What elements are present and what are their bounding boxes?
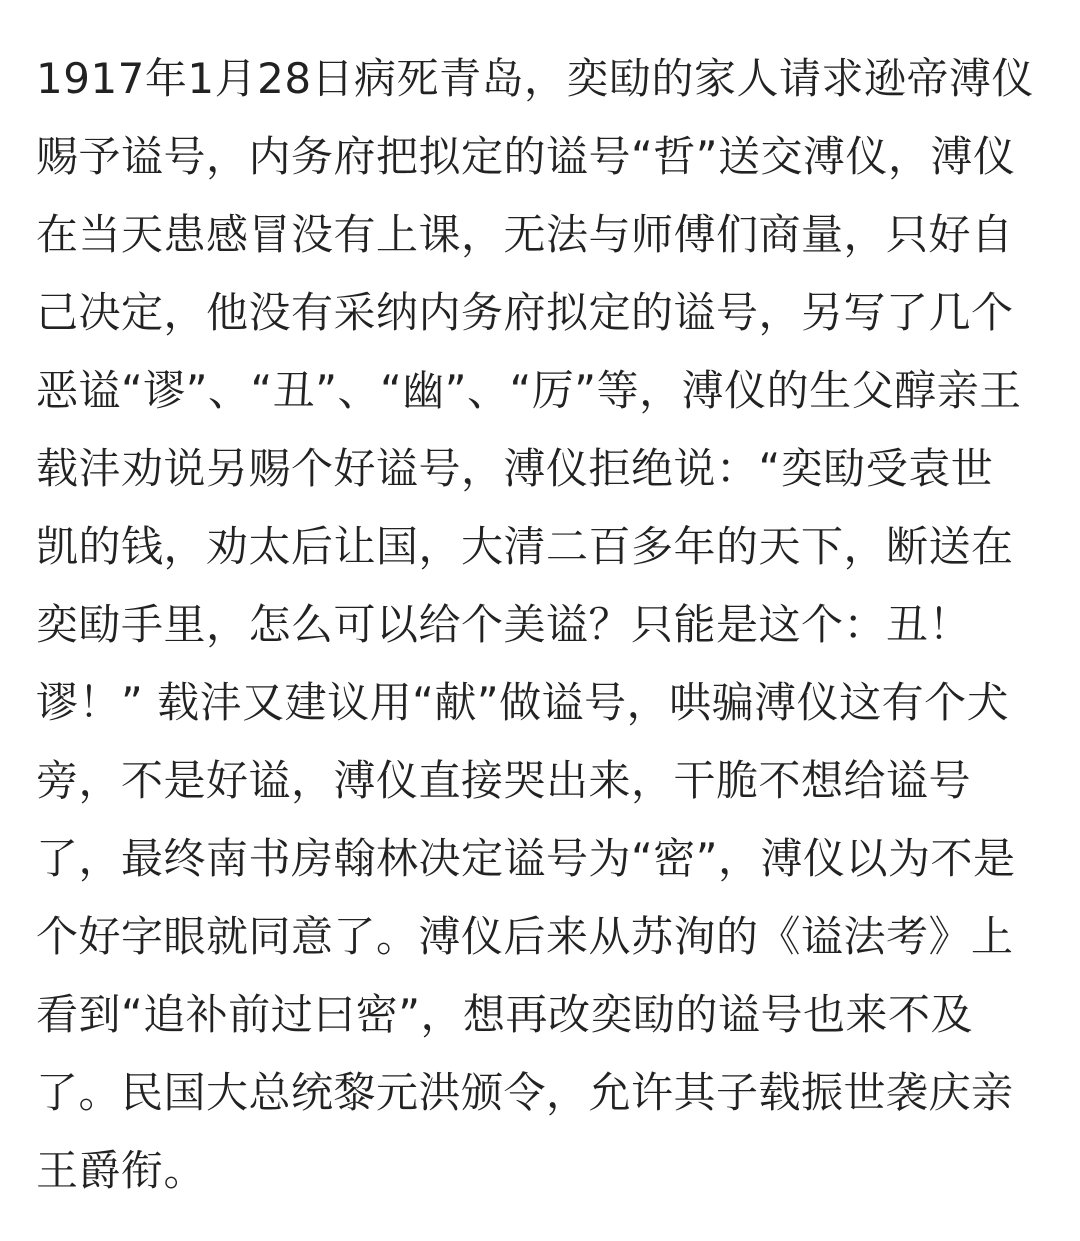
text-line: 王爵衔。 [36, 1146, 207, 1195]
text-line: 谬！” 载沣又建议用“献”做谥号，哄骗溥仪这有个犬 [36, 678, 1010, 727]
text-line: 凯的钱，劝太后让国，大清二百多年的天下，断送在 [36, 522, 1014, 571]
text-line: 了，最终南书房翰林决定谥号为“密”，溥仪以为不是 [36, 834, 1016, 883]
text-line: 1917年1月28日病死青岛，奕劻的家人请求逊帝溥仪 [36, 54, 1035, 103]
text-line: 个好字眼就同意了。溥仪后来从苏洵的《谥法考》上 [36, 912, 1014, 961]
text-line: 己决定，他没有采纳内务府拟定的谥号，另写了几个 [36, 288, 1014, 337]
text-line: 旁，不是好谥，溥仪直接哭出来，干脆不想给谥号 [36, 756, 972, 805]
text-line: 恶谥“谬”、“丑”、“幽”、“厉”等，溥仪的生父醇亲王 [36, 366, 1022, 415]
text-line: 赐予谥号，内务府把拟定的谥号“哲”送交溥仪，溥仪 [36, 132, 1016, 181]
article-text [36, 40, 1046, 1210]
text-line: 在当天患感冒没有上课，无法与师傅们商量，只好自 [36, 210, 1014, 259]
text-line: 看到“追补前过曰密”，想再改奕劻的谥号也来不及 [36, 990, 974, 1039]
text-line: 奕劻手里，怎么可以给个美谥？只能是这个：丑！ [36, 600, 972, 649]
text-line: 载沣劝说另赐个好谥号，溥仪拒绝说：“奕劻受袁世 [36, 444, 994, 493]
text-line: 了。民国大总统黎元洪颁令，允许其子载振世袭庆亲 [36, 1068, 1014, 1117]
